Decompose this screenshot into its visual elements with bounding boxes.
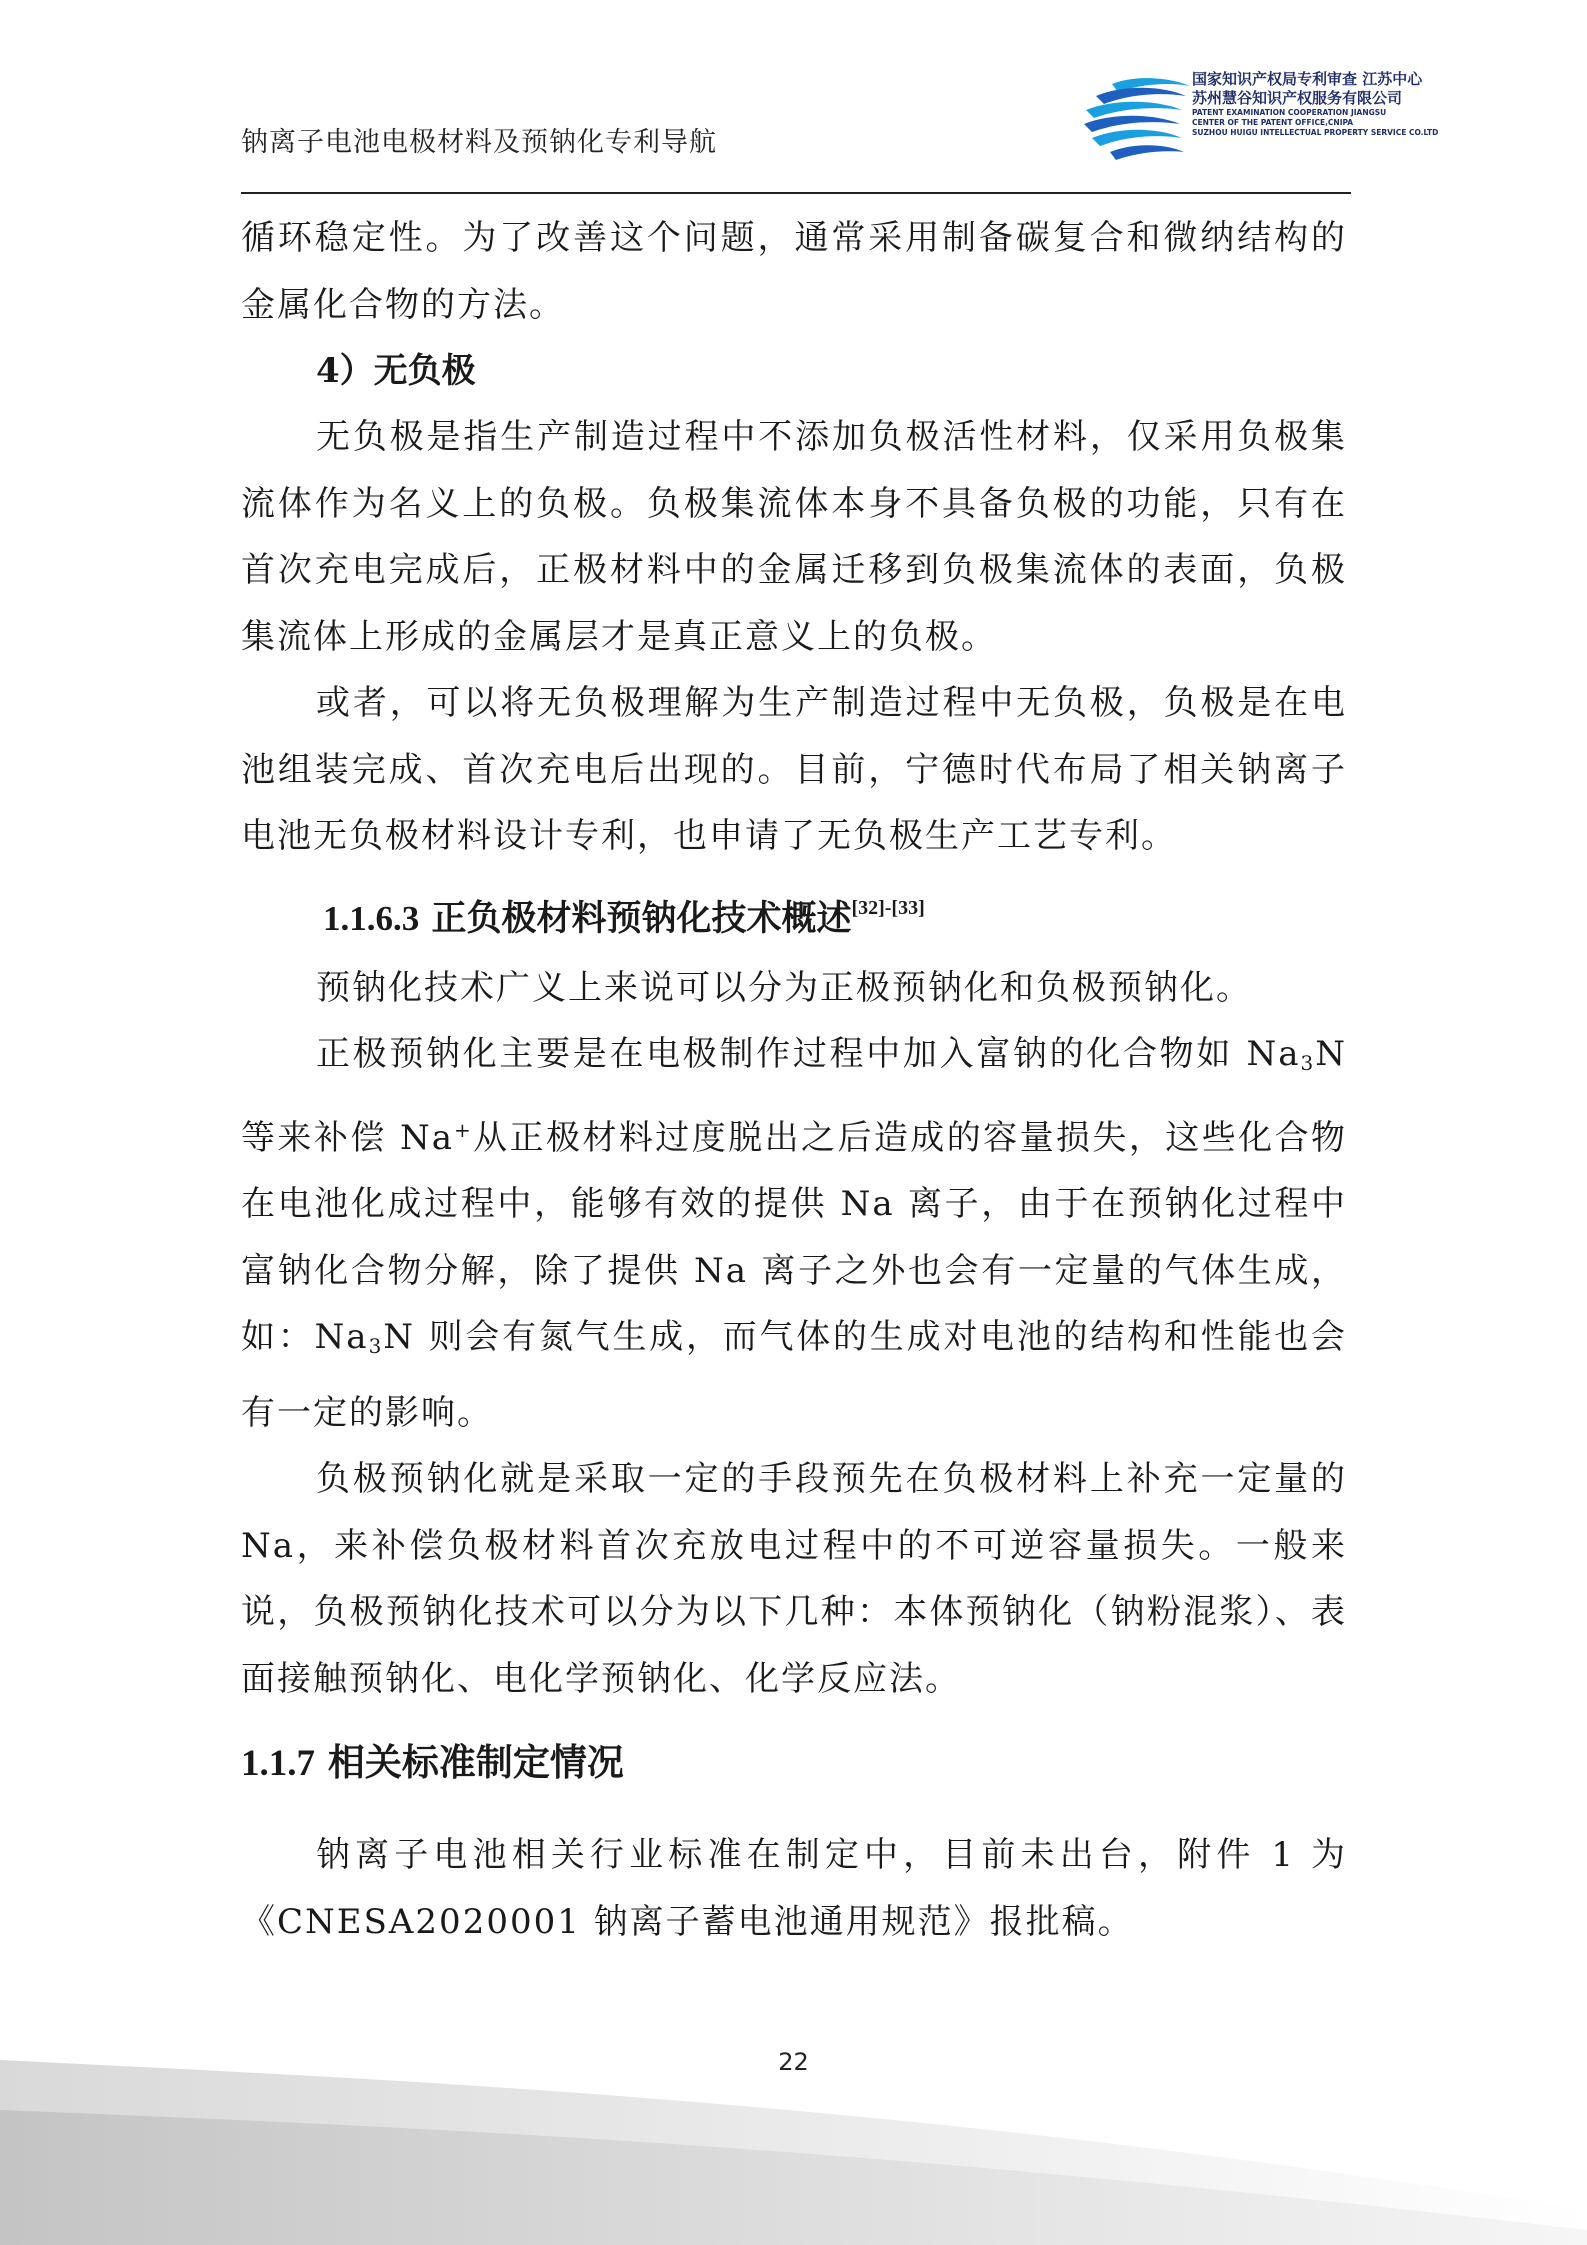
logo-cn-line1: 国家知识产权局专利审查 江苏中心	[1192, 70, 1423, 88]
text-fragment: N 则会有氮气生成，而气体的生成对电池的结构和性能也会有一定的影响。	[241, 1317, 1347, 1433]
section-number: 1.1.6.3	[323, 898, 420, 938]
logo-en-line1: PATENT EXAMINATION COOPERATION JIANGSU	[1192, 108, 1387, 117]
logo-en-line2: CENTER OF THE PATENT OFFICE,CNIPA	[1192, 118, 1354, 127]
wave-logo-icon	[1082, 72, 1192, 162]
heading-number: 1.1.7	[241, 1743, 315, 1784]
heading-standards	[241, 1722, 1347, 1804]
organization-logo	[1082, 70, 1442, 170]
paragraph-anode-free-definition: 无负极是指生产制造过程中不添加负极活性材料，仅采用负极集流体作为名义上的负极。负极集流体本身不具备负极的功能，只有在首次充电完成后，正极材料中的金属迁移到负极集流体的表面，负极集流体上形成的金属层才是真正意义上的负极。	[241, 417, 1347, 657]
section-heading-presodiation	[241, 872, 1347, 955]
paragraph-anode-free-alternative: 或者，可以将无负极理解为生产制造过程中无负极，负极是在电池组装完成、首次充电后出现的。目前，宁德时代布局了相关钠离子电池无负极材料设计专利，也申请了无负极生产工艺专利。	[241, 683, 1347, 856]
heading-title: 相关标准制定情况	[327, 1740, 624, 1784]
text-fragment: 正极预钠化主要是在电极制作过程中加入富钠的化合物如 Na	[316, 1034, 1301, 1074]
page-number: 22	[778, 2048, 809, 2076]
paragraph-standards: 钠离子电池相关行业标准在制定中，目前未出台，附件 1 为《CNESA2020001 钠离子蓄电池通用规范》报批稿。	[241, 1835, 1347, 1942]
subheading-anode-free: 4）无负极	[316, 351, 476, 391]
paragraph-cathode-presodiation	[241, 1021, 1347, 1446]
section-title: 正负极材料预钠化技术概述	[431, 897, 852, 939]
paragraph-anode-presodiation: 负极预钠化就是采取一定的手段预先在负极材料上补充一定量的 Na，来补偿负极材料首次充放电过程中的不可逆容量损失。一般来说，负极预钠化技术可以分为以下几种：本体预钠化（钠粉混浆）、表面接触预钠化、电化学预钠化、化学反应法。	[241, 1459, 1347, 1699]
page-body	[241, 205, 1347, 1955]
paragraph-cycle-stability: 循环稳定性。为了改善这个问题，通常采用制备碳复合和微纳结构的金属化合物的方法。	[241, 218, 1347, 325]
text-fragment: 从正极材料过度脱出之后造成的容量损失，这些化合物在电池化成过程中，能够有效的提供 Na 离子，由于在预钠化过程中富钠化合物分解，除了提供 Na 离子之外也会有一定量的气体生成，如：Na	[241, 1117, 1347, 1357]
paragraph-presodiation-overview: 预钠化技术广义上来说可以分为正极预钠化和负极预钠化。	[316, 967, 1252, 1008]
text-fragment: N 等来补偿 Na	[241, 1034, 1347, 1158]
subscript: 3	[1300, 1051, 1316, 1075]
header-title: 钠离子电池电极材料及预钠化专利导航	[241, 127, 717, 158]
superscript: +	[453, 1117, 473, 1142]
section-reference: [32]-[33]	[851, 896, 925, 919]
header-divider	[241, 192, 1351, 194]
logo-en-line3: SUZHOU HUIGU INTELLECTUAL PROPERTY SERVICE CO.LTD	[1192, 128, 1439, 137]
subscript: 3	[368, 1334, 384, 1358]
logo-cn-line2: 苏州慧谷知识产权服务有限公司	[1192, 89, 1403, 107]
